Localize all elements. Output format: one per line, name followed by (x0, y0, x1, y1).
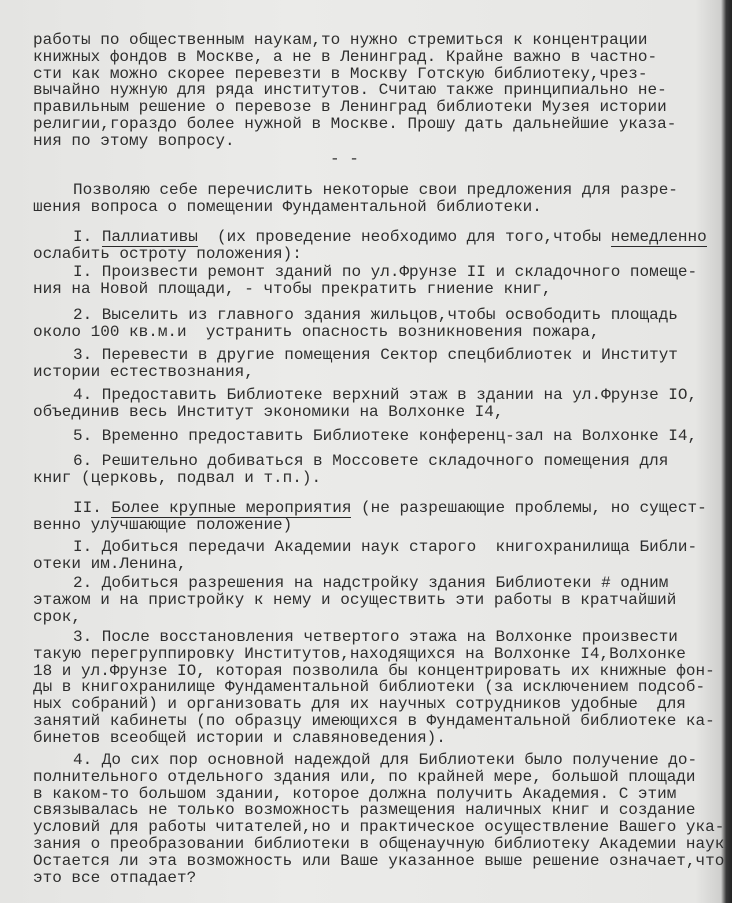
text-segment: 18 и ул.Фрунзе IO, которая позволила бы концентрировать их книжные фон- (33, 661, 715, 680)
paragraph-section-2-item-4 (33, 752, 732, 886)
text-line (33, 609, 732, 626)
text-line (33, 404, 732, 421)
text-line (33, 517, 732, 534)
text-segment: I. Произвести ремонт зданий по ул.Фрунзе II и складочного помеще- (73, 263, 698, 281)
text-line (33, 679, 732, 696)
text-segment: сти как можно скорее перевезти в Москву Готскую библиотеку,чрез- (33, 64, 648, 83)
text-line (33, 307, 732, 324)
text-line (33, 870, 732, 887)
text-line (33, 592, 732, 609)
text-segment: Позволяю себе перечислить некоторые свои предложения для разре- (73, 181, 678, 199)
text-line (33, 730, 732, 747)
text-segment: вычайно нужную для ряда институтов. Считаю также принципиально не- (33, 81, 667, 100)
text-segment: этажом и на пристройку к нему и осуществить эти работы в кратчайший (33, 590, 677, 609)
text-line (33, 428, 732, 445)
text-line (33, 82, 732, 99)
text-segment: занятий кабинеты (по образцу имеющихся в Фундаментальной библиотеке ка- (33, 711, 715, 730)
text-segment: зания о преобразовании библиотеки в общенаучную библиотеку Академии наук (33, 834, 725, 853)
paragraph-section-1-item-2 (33, 307, 732, 341)
paragraph-section-1-item-6 (33, 453, 732, 487)
text-segment: (не разрешающие проблемы, но сущест- (351, 499, 707, 517)
text-segment: венно улучшающие положение) (33, 515, 293, 534)
text-segment: 4. До сих пор основной надеждой для Библиотеки было получение до- (73, 751, 698, 769)
text-segment: срок, (33, 607, 82, 626)
paragraph-section-1-item-3 (33, 347, 732, 381)
paragraph-section-1-item-1 (33, 264, 732, 298)
text-line (33, 387, 732, 404)
text-line (33, 324, 732, 341)
text-segment: правильным решение о перевозе в Ленинград библиотеки Музея истории (33, 98, 667, 117)
text-line (33, 99, 732, 116)
text-segment: истории естествознания, (33, 362, 254, 381)
text-line (33, 802, 732, 819)
text-line (33, 629, 732, 646)
text-line (33, 229, 732, 246)
text-segment: (их проведение необходимо для того,чтобы (197, 228, 611, 246)
text-line (33, 199, 732, 216)
text-line (33, 769, 732, 786)
text-segment: ния по этому вопросу. (33, 131, 235, 150)
paragraph-proposals-intro (33, 182, 732, 216)
paragraph-section-2-heading (33, 500, 732, 534)
section-separator: - - (330, 150, 359, 168)
text-segment: условий для работы читателей,но и практическое осуществление Вашего ука- (33, 818, 725, 837)
text-segment: религии,гораздо более нужной в Москве. Прошу дать дальнейшие указа- (33, 114, 677, 133)
text-segment: объединив весь Институт экономики на Волхонке I4, (33, 402, 504, 421)
text-line (33, 696, 732, 713)
text-line (33, 364, 732, 381)
text-line (33, 556, 732, 573)
text-line (33, 66, 732, 83)
text-segment: бинетов всеобщей истории и славяноведения). (33, 728, 446, 747)
text-segment: 3. После восстановления четвертого этажа на Волхонке произвести (73, 628, 678, 646)
text-line (33, 347, 732, 364)
text-segment: II. (73, 499, 112, 517)
text-line (33, 575, 732, 592)
text-segment: ных собраний) и организовать для их научных сотрудников удобные для (33, 695, 686, 714)
underlined-text: немедленно (610, 228, 707, 246)
text-line (33, 453, 732, 470)
text-segment: 3. Перевести в другие помещения Сектор спецбиблиотек и Институт (73, 346, 678, 364)
text-segment: отеки им.Ленина, (33, 554, 187, 573)
text-segment: книг (церковь, подвал и т.п.). (33, 468, 322, 487)
text-segment: 4. Предоставить Библиотеке верхний этаж в здании на ул.Фрунзе IO, (73, 386, 698, 404)
underlined-text: Паллиативы (101, 228, 198, 246)
text-line (33, 281, 732, 298)
paragraph-section-1-item-5 (33, 428, 732, 445)
text-line (33, 853, 732, 870)
text-line (33, 646, 732, 663)
text-line (33, 539, 732, 556)
paragraph-section-1-heading (33, 229, 732, 263)
text-segment: около 100 кв.м.и устранить опасность возникновения пожара, (33, 322, 600, 341)
text-line (33, 264, 732, 281)
text-line (33, 713, 732, 730)
text-line (33, 836, 732, 853)
text-segment: 5. Временно предоставить Библиотеке конференц-зал на Волхонке I4, (73, 427, 698, 445)
paragraph-section-2-item-3 (33, 629, 732, 747)
paragraph-intro-continuation (33, 32, 732, 150)
text-line (33, 786, 732, 803)
text-segment: I. Добиться передачи Академии наук старого книгохранилища Библи- (73, 538, 698, 556)
text-segment: ния на Новой площади, - чтобы прекратить гниение книг, (33, 279, 552, 298)
paragraph-section-1-item-4 (33, 387, 732, 421)
text-segment: книжных фондов в Москве, а не в Ленинград. Крайне важно в частно- (33, 47, 658, 66)
text-segment: 2. Добиться разрешения на надстройку здания Библиотеки # одним (73, 574, 669, 592)
text-segment: I. (73, 228, 102, 246)
text-line (33, 182, 732, 199)
text-line (33, 49, 732, 66)
text-line (33, 819, 732, 836)
text-segment: связывалась не только возможность размещения наличных книг и создание (33, 801, 696, 820)
text-segment: ды в книгохранилище Фундаментальной библиотеки (за исключением подсоб- (33, 678, 706, 697)
text-line (33, 663, 732, 680)
text-segment: ослабить остроту положения): (33, 244, 302, 263)
text-line (33, 752, 732, 769)
text-segment: такую перегруппировку Институтов,находящихся на Волхонке I4,Волхонке (33, 644, 686, 663)
text-segment: 6. Решительно добиваться в Моссовете складочного помещения для (73, 452, 669, 470)
text-line (33, 470, 732, 487)
text-line (33, 116, 732, 133)
underlined-text: Более крупные мероприятия (111, 499, 352, 517)
text-segment: 2. Выселить из главного здания жильцов,чтобы освободить площадь (73, 306, 678, 324)
text-segment: Остается ли эта возможность или Ваше указанное выше решение означает,что (33, 851, 725, 870)
text-segment: полнительного отдельного здания или, по крайней мере, большой площади (33, 767, 696, 786)
text-line (33, 133, 732, 150)
paragraph-section-2-item-1 (33, 539, 732, 573)
text-line (33, 32, 732, 49)
text-segment: это все отпадает? (33, 868, 197, 887)
text-line (33, 500, 732, 517)
text-segment: работы по общественным наукам,то нужно стремиться к концентрации (33, 31, 648, 49)
text-segment: в каком-то большом здании, которое должна получить Академия. С этим (33, 784, 677, 803)
text-line (33, 246, 732, 263)
text-segment: шения вопроса о помещении Фундаментальной библиотеки. (33, 197, 542, 216)
paragraph-section-2-item-2 (33, 575, 732, 625)
